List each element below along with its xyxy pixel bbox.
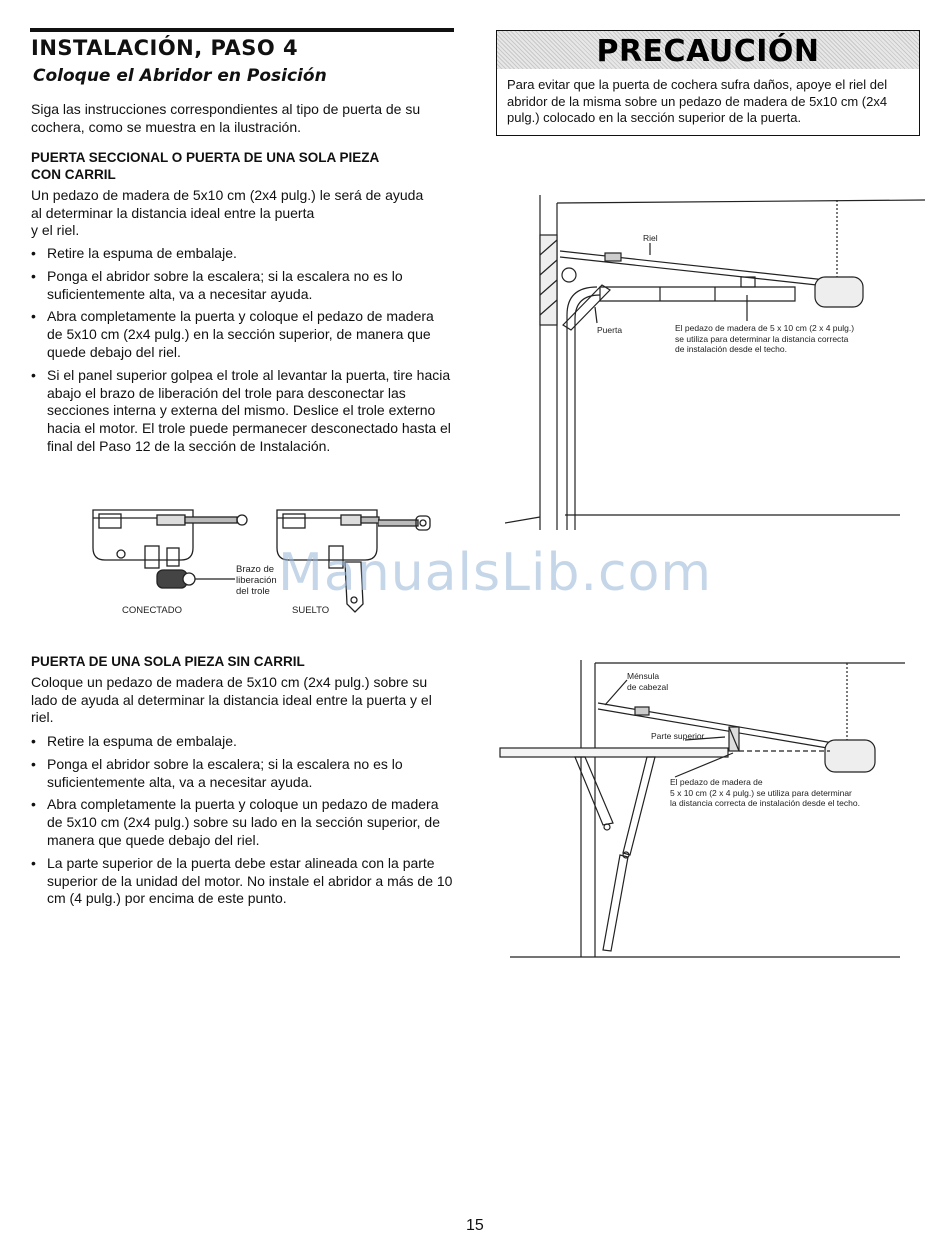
figure2-wood-note: [670, 777, 860, 809]
loose-label: SUELTO: [292, 605, 330, 616]
door-label: Puerta: [597, 325, 623, 335]
title-rule: [30, 28, 454, 32]
figure2-wood-note-line2: 5 x 10 cm (2 x 4 pulg.) se utiliza para determinar: [670, 787, 852, 798]
figure1-wood-note-line3: de instalación desde el techo.: [675, 344, 787, 354]
section2-heading: PUERTA DE UNA SOLA PIEZA SIN CARRIL: [31, 654, 305, 669]
figure1-wood-note: [675, 323, 854, 355]
section2-intro: Coloque un pedazo de madera de 5x10 cm (2x4 pulg.) sobre su lado de ayuda al determinar la distancia ideal entre la puerta y el riel.: [31, 674, 432, 726]
section1-list: [31, 245, 453, 461]
list-item: • Abra completamente la puerta y coloque el pedazo de madera de 5x10 cm (2x4 pulg.) en la sección superior, de manera que quede debajo del riel.: [31, 308, 453, 361]
page-number: 15: [466, 1217, 484, 1234]
list-item: • Ponga el abridor sobre la escalera; si la escalera no es lo suficientemente alta, va a necesitar ayuda.: [31, 756, 453, 792]
list-item: • Ponga el abridor sobre la escalera; si la escalera no es lo suficientemente alta, va a necesitar ayuda.: [31, 268, 453, 304]
release-arm-line3: del trole: [236, 586, 270, 597]
page-title: INSTALACIÓN, PASO 4: [31, 36, 299, 60]
rail-label: Riel: [643, 233, 658, 243]
watermark: ManualsLib.com: [278, 543, 713, 603]
page-subtitle: Coloque el Abridor en Posición: [33, 66, 327, 86]
list-item: • Retire la espuma de embalaje.: [31, 733, 453, 751]
bracket-label: [627, 671, 668, 692]
list-item: • Si el panel superior golpea el trole al levantar la puerta, tire hacia abajo el brazo de liberación del trole para desconectar las secciones interna y externa del mismo. Deslice el trole externo hacia el motor. El trole puede permanecer desconectado hasta el final del Paso 12 de la sección de Instalación.: [31, 367, 453, 456]
caution-title: PRECAUCIÓN: [596, 34, 820, 69]
section2-list: [31, 733, 453, 913]
section1-heading-line1: PUERTA SECCIONAL O PUERTA DE UNA SOLA PIEZA: [31, 150, 380, 165]
release-arm-line1: Brazo de: [236, 564, 275, 575]
section1-intro: [31, 187, 461, 240]
figure2-wood-note-line3: la distancia correcta de instalación desde el techo.: [670, 798, 860, 808]
list-item: • La parte superior de la puerta debe estar alineada con la parte superior de la unidad del motor. No instale el abridor a más de 10 cm (4 pulg.) por encima de este punto.: [31, 855, 453, 908]
one-piece-door-illustration: [495, 655, 915, 965]
sectional-door-illustration: [505, 195, 930, 530]
release-arm-label: [236, 564, 277, 597]
bracket-label-line1: Ménsula: [627, 671, 660, 681]
section1-heading-line2: CON CARRIL: [31, 167, 116, 182]
figure2-wood-note-line1: El pedazo de madera de: [670, 777, 763, 787]
section1-intro-line2: al determinar la distancia ideal entre la puerta: [31, 204, 315, 221]
release-arm-line2: liberación: [236, 575, 277, 586]
connected-label: CONECTADO: [122, 605, 182, 616]
bracket-label-line2: de cabezal: [627, 681, 669, 692]
section1-heading: [31, 149, 455, 183]
intro-paragraph: Siga las instrucciones correspondientes al tipo de puerta de su cochera, como se muestra en la ilustración.: [31, 101, 421, 135]
section1-intro-line3: y el riel.: [31, 222, 80, 239]
caution-box: [496, 30, 920, 136]
trolley-rod-end: [378, 512, 438, 532]
caution-body: Para evitar que la puerta de cochera sufra daños, apoye el riel del abridor de la misma sobre un pedazo de madera de 5x10 cm (2x4 pulg.) colocado en la sección superior de la puerta.: [507, 77, 888, 125]
list-item: • Abra completamente la puerta y coloque un pedazo de madera de 5x10 cm (2x4 pulg.) sobre su lado en la sección superior, de manera que quede debajo del riel.: [31, 796, 453, 849]
figure1-wood-note-line1: El pedazo de madera de 5 x 10 cm (2 x 4 pulg.): [675, 323, 855, 333]
figure1-wood-note-line2: se utiliza para determinar la distancia correcta: [675, 333, 849, 344]
section1-intro-line1: Un pedazo de madera de 5x10 cm (2x4 pulg.) le será de ayuda: [31, 187, 424, 203]
list-item: • Retire la espuma de embalaje.: [31, 245, 453, 263]
top-label: Parte superior: [651, 731, 705, 741]
